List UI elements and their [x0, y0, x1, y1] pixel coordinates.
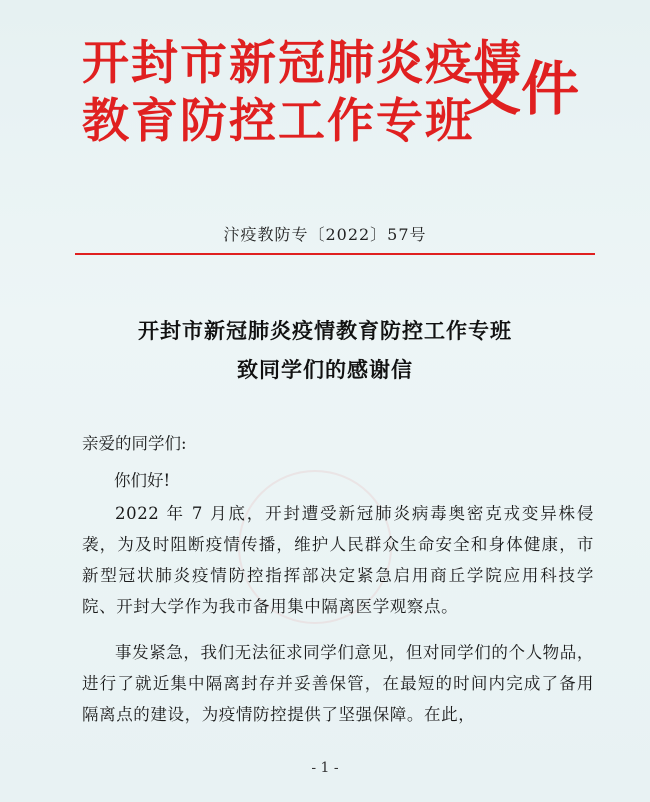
letterhead-issuer-line1: 开封市新冠肺炎疫情	[82, 36, 523, 91]
letterhead-issuer-line2: 教育防控工作专班	[82, 94, 474, 149]
page-number: - 1 -	[311, 760, 339, 776]
letter-title-line1: 开封市新冠肺炎疫情教育防控工作专班	[138, 318, 512, 343]
salutation: 亲爱的同学们:	[82, 434, 187, 453]
greeting: 你们好!	[114, 471, 171, 490]
red-divider-line	[75, 253, 595, 255]
body-paragraph: 事发紧急，我们无法征求同学们意见，但对同学们的个人物品，进行了就近集中隔离封存并妥善保管，在最短的时间内完成了备用隔离点的建设，为疫情防控提供了坚强保障。在此，	[82, 643, 594, 724]
letterhead-document-label: 文件	[463, 55, 580, 123]
letter-title-line2: 致同学们的感谢信	[237, 357, 413, 382]
body-paragraph: 2022 年 7 月底，开封遭受新冠肺炎病毒奥密克戎变异株侵袭，为及时阻断疫情传播，维护人民群众生命安全和身体健康，市新型冠状肺炎疫情防控指挥部决定紧急启用商丘学院应用科技学院、开封大学作为我市备用集中隔离医学观察点。	[82, 504, 594, 616]
document-number: 汴疫教防专〔2022〕57号	[223, 225, 427, 244]
